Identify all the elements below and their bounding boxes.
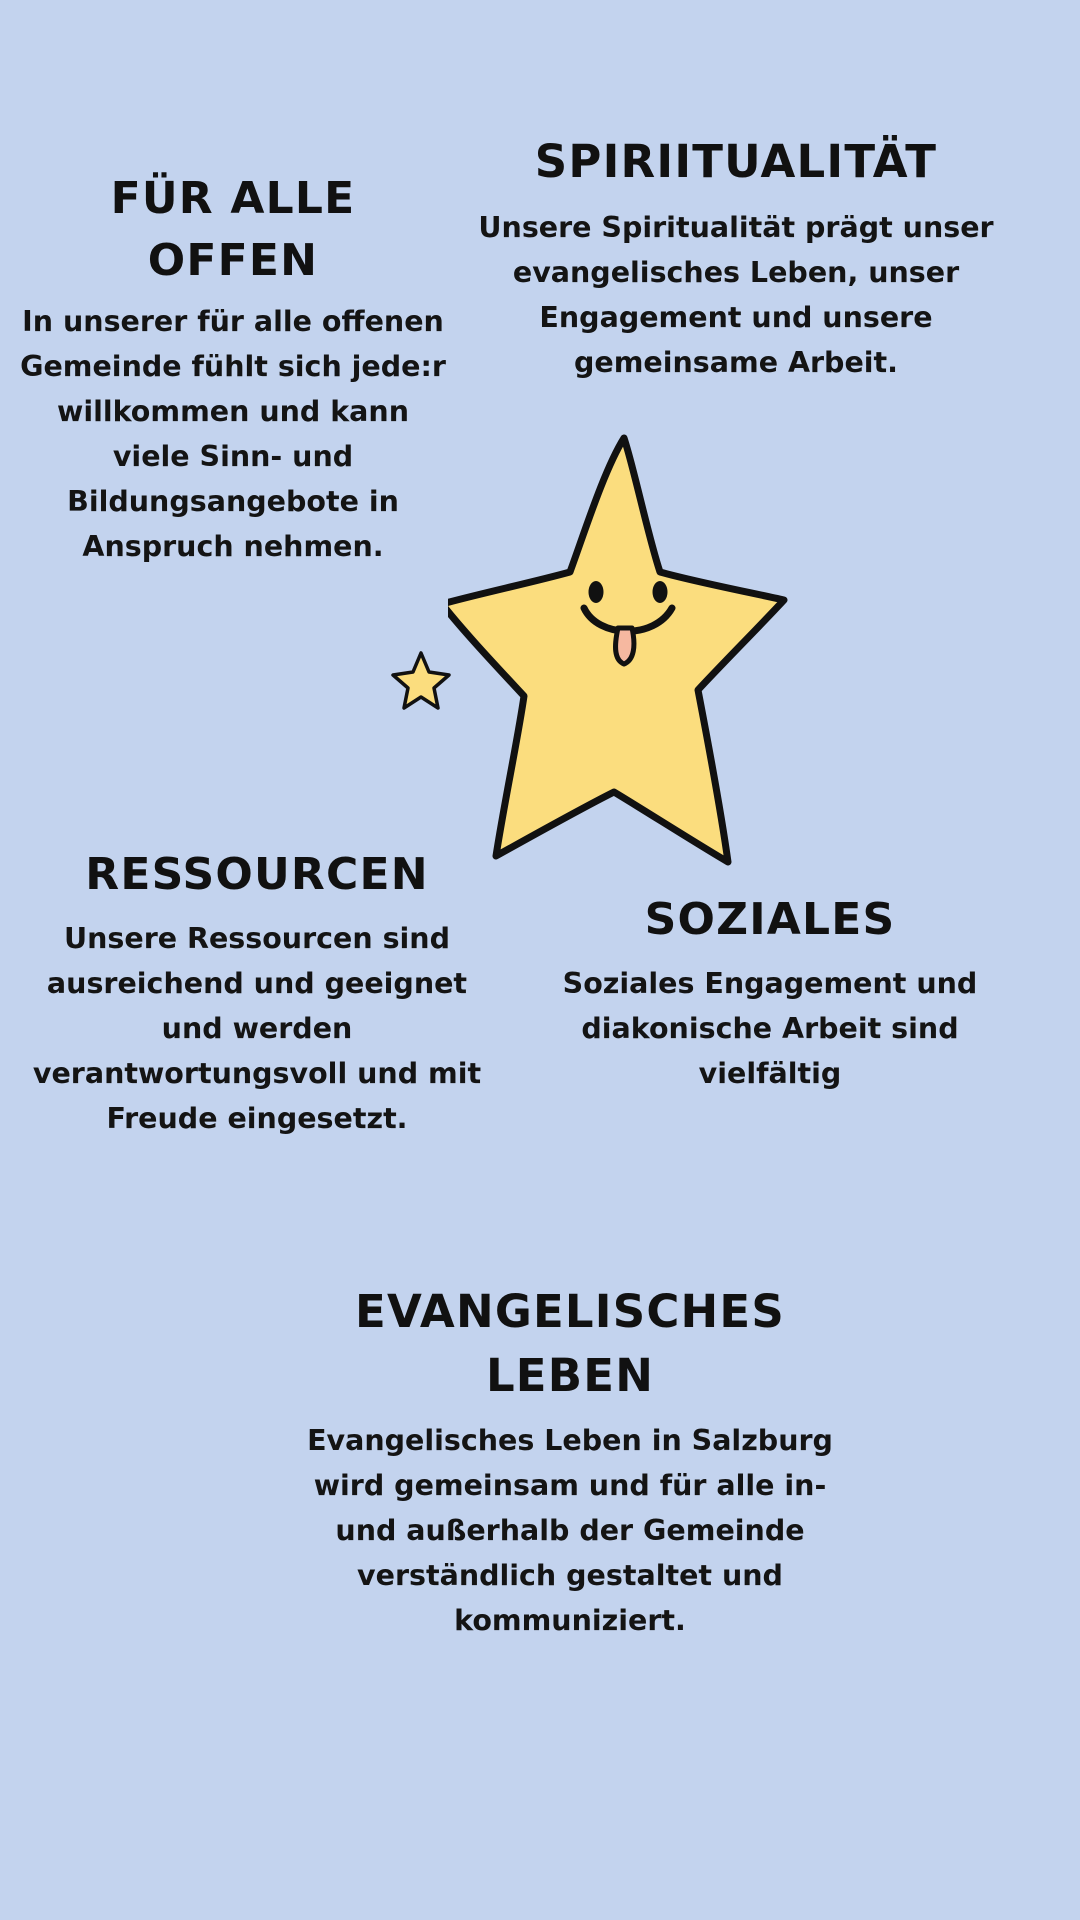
section-soziales: [560, 890, 980, 1096]
section-ressourcen: [22, 845, 492, 1141]
section-body: In unserer für alle offenen Gemeinde fühlt sich jede:r willkommen und kann viele Sinn- und Bildungsangebote in Anspruch nehmen.: [20, 304, 446, 564]
section-body: Soziales Engagement und diakonische Arbeit sind vielfältig: [562, 967, 978, 1091]
section-body: Unsere Spiritualität prägt unser evangelisches Leben, unser Engagement und unsere gemeinsame Arbeit.: [478, 210, 994, 379]
section-evangelisches-leben: [290, 1280, 850, 1643]
section-body: Evangelisches Leben in Salzburg wird gemeinsam und für alle in- und außerhalb der Gemeinde verständlich gestaltet und kommuniziert.: [307, 1423, 833, 1637]
section-heading: SOZIALES: [644, 894, 896, 945]
small-sparkle-star-icon: [390, 650, 452, 712]
section-heading: FÜR ALLE OFFEN: [110, 173, 356, 287]
smiling-star-icon: [448, 432, 808, 880]
section-heading: EVANGELISCHES LEBEN: [355, 1285, 785, 1402]
section-spiritualitaet: [466, 132, 1006, 385]
section-fuer-alle-offen: [18, 168, 448, 569]
section-heading: RESSOURCEN: [85, 849, 429, 900]
section-heading: SPIRIITUALITÄT: [534, 135, 938, 188]
section-body: Unsere Ressourcen sind ausreichend und geeignet und werden verantwortungsvoll und mit Freude eingesetzt.: [32, 922, 482, 1136]
